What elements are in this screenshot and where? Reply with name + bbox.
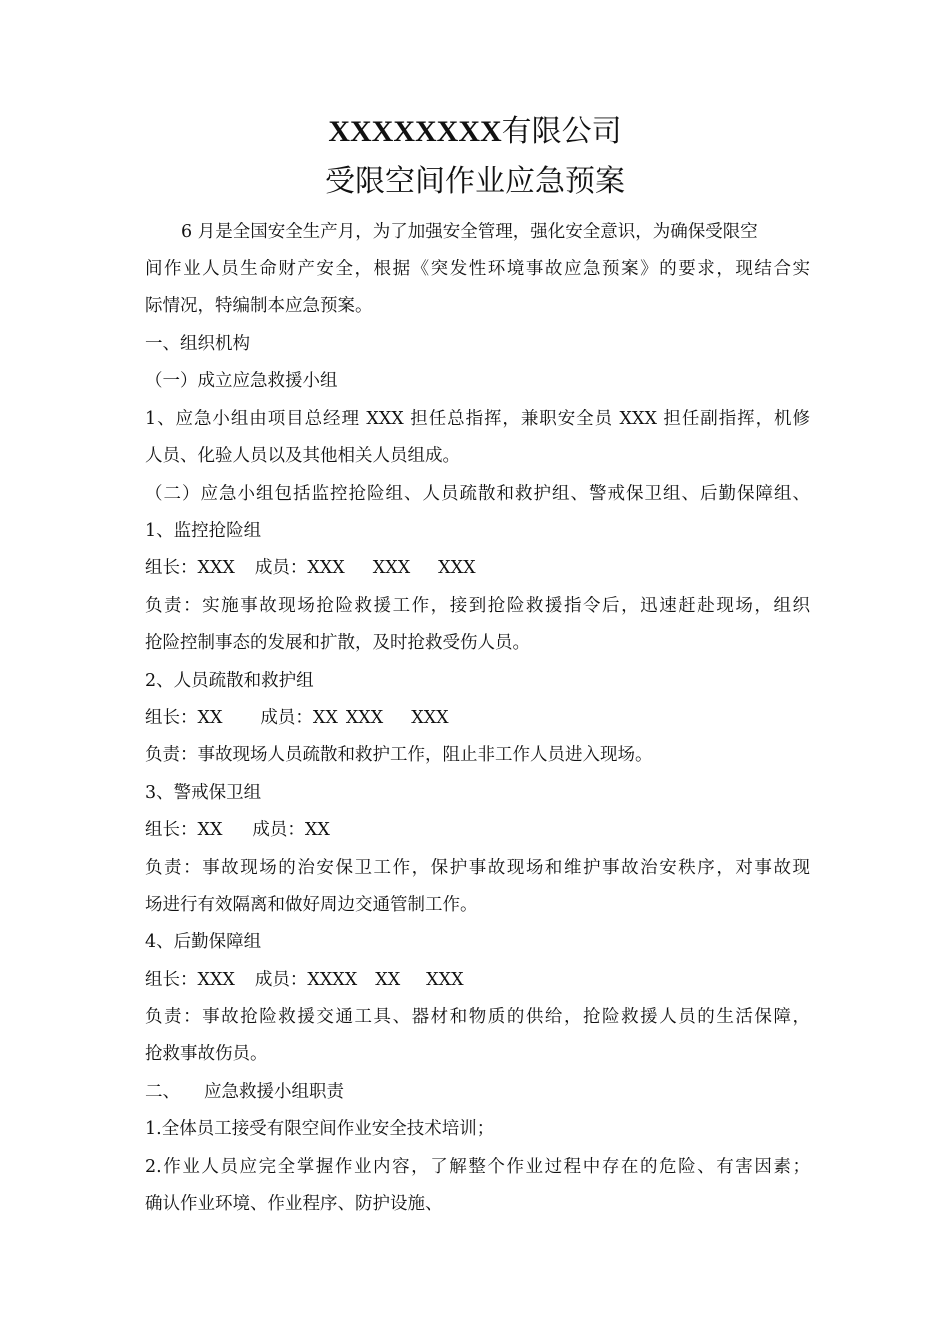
section-1-sub-2: （二）应急小组包括监控抢险组、人员疏散和救护组、警戒保卫组、后勤保障组、: [145, 484, 810, 504]
document-title: [0, 112, 950, 152]
section-2-item-1: 1.全体员工接受有限空间作业安全技术培训；: [145, 1119, 495, 1139]
group-3-leader-label: 组长：: [145, 820, 198, 840]
group-2-roster: [145, 705, 449, 731]
intro-line-1: 6 月是全国安全生产月，为了加强安全管理，强化安全意识，为确保受限空: [181, 222, 758, 242]
section-2-heading: [145, 1079, 344, 1105]
section-1-heading: 一、组织机构: [145, 334, 250, 354]
group-1-member-3: XXX: [438, 558, 476, 578]
section-1-sub-1: （一）成立应急救援小组: [145, 371, 338, 391]
group-1-members-label: 成员：: [254, 558, 308, 578]
group-1-duty-line-2: 抢险控制事态的发展和扩散，及时抢救受伤人员。: [145, 633, 530, 653]
group-3-leader: XX: [197, 820, 223, 840]
group-4-member-3: XXX: [426, 970, 464, 990]
group-2-leader-label: 组长：: [145, 708, 198, 728]
company-name-suffix: 有限公司: [501, 114, 622, 149]
group-4-leader-label: 组长：: [145, 970, 198, 990]
group-1-member-2: XXX: [372, 558, 411, 578]
group-3-members-label: 成员：: [252, 820, 305, 840]
group-4-duty-line-2: 抢救事故伤员。: [145, 1044, 268, 1064]
group-4-roster: [145, 967, 464, 993]
intro-line-3: 际情况，特编制本应急预案。: [145, 296, 373, 316]
group-2-duty-line-1: 负责：事故现场人员疏散和救护工作，阻止非工作人员进入现场。: [145, 745, 653, 765]
group-2-members-label: 成员：: [260, 708, 313, 728]
document-subtitle: 受限空间作业应急预案: [325, 164, 625, 199]
group-2-member-2: XXX: [345, 708, 384, 728]
group-1-duty-line-1: 负责：实施事故现场抢险救援工作，接到抢险救援指令后，迅速赶赴现场，组织: [145, 596, 810, 616]
group-2-title: 2、人员疏散和救护组: [145, 671, 314, 691]
section-2-title: 应急救援小组职责: [204, 1082, 344, 1102]
group-1-roster: [145, 555, 476, 581]
group-4-members-label: 成员：: [254, 970, 308, 990]
section-2-item-2: 2.作业人员应完全掌握作业内容，了解整个作业过程中存在的危险、有害因素；: [145, 1157, 810, 1177]
group-4-leader: XXX: [197, 970, 235, 990]
group-1-title: 1、监控抢险组: [145, 521, 262, 541]
group-3-roster: [145, 817, 330, 843]
group-2-member-3: XXX: [411, 708, 449, 728]
group-1-leader: XXX: [197, 558, 235, 578]
group-1-member-1: XXX: [307, 558, 345, 578]
group-2-member-1: XX: [312, 708, 338, 728]
intro-line-2: 间作业人员生命财产安全，根据《突发性环境事故应急预案》的要求，现结合实: [145, 259, 810, 279]
section-2-item-2-continued: 确认作业环境、作业程序、防护设施、: [145, 1194, 443, 1214]
group-3-duty-line-1: 负责：事故现场的治安保卫工作，保护事故现场和维护事故治安秩序，对事故现: [145, 858, 810, 878]
group-3-member-1: XX: [304, 820, 330, 840]
group-4-duty-line-1: 负责：事故抢险救援交通工具、器材和物质的供给，抢险救援人员的生活保障，: [145, 1007, 810, 1027]
group-1-leader-label: 组长：: [145, 558, 198, 578]
company-name-latin: XXXXXXXX: [328, 115, 502, 148]
section-2-number: 二、: [145, 1082, 180, 1102]
group-2-leader: XX: [197, 708, 223, 728]
group-4-member-1: XXXX: [307, 970, 358, 990]
section-1-item-1-line-1: 1、应急小组由项目总经理 XXX 担任总指挥，兼职安全员 XXX 担任副指挥，机修: [145, 409, 810, 429]
section-1-item-1-line-2: 人员、化验人员以及其他相关人员组成。: [145, 446, 460, 466]
group-3-duty-line-2: 场进行有效隔离和做好周边交通管制工作。: [145, 895, 478, 915]
group-3-title: 3、警戒保卫组: [145, 783, 262, 803]
group-4-member-2: XX: [375, 970, 401, 990]
group-4-title: 4、后勤保障组: [145, 932, 262, 952]
